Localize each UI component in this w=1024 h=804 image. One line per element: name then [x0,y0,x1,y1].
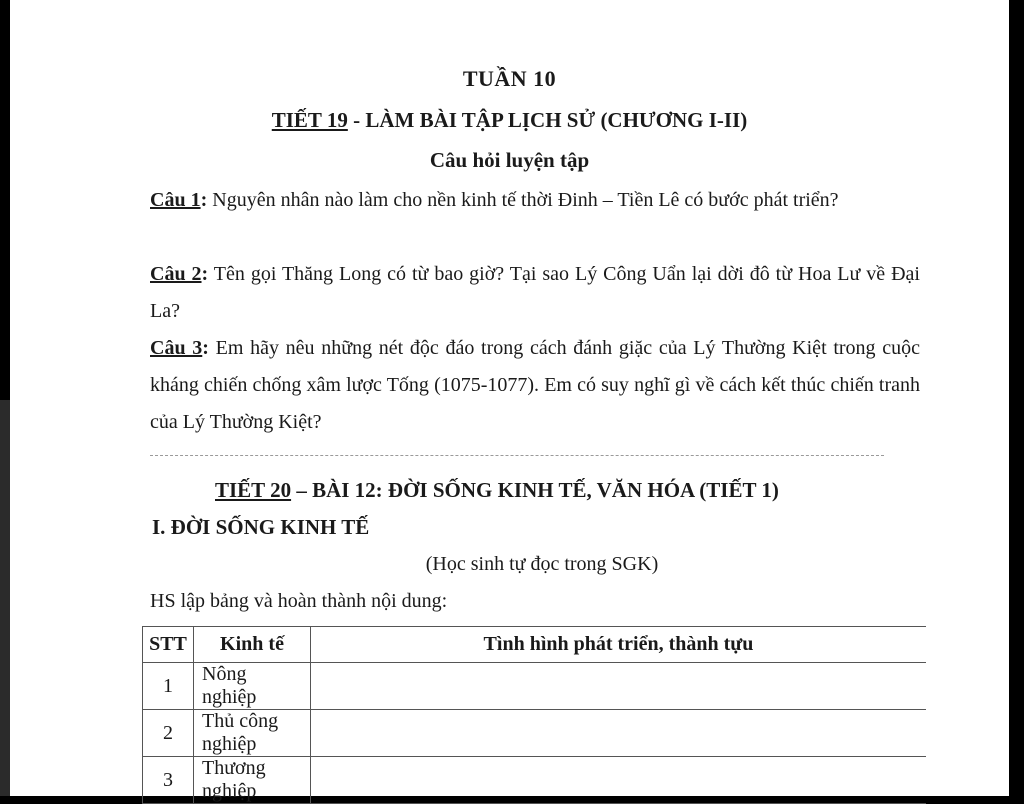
question-1 [150,182,920,219]
document-page [10,0,1009,802]
row-3-details [311,757,927,804]
row-1-details [311,663,927,710]
question-1-text: Nguyên nhân nào làm cho nền kinh tế thời Đinh – Tiền Lê có bước phát triển? [207,189,839,211]
question-2 [150,256,920,330]
question-3-colon: : [202,337,209,359]
row-2-sector: Thủ công nghiệp [194,710,311,757]
table-row [143,663,927,710]
question-1-colon: : [200,189,208,211]
table-instruction: HS lập bảng và hoàn thành nội dung: [150,590,448,612]
lesson-20-code: TIẾT 20 [215,478,292,502]
lesson-19-code: TIẾT 19 [271,108,348,132]
self-study-note: (Học sinh tự đọc trong SGK) [425,553,659,575]
lesson-19-rest: - LÀM BÀI TẬP LỊCH SỬ (CHƯƠNG I-II) [347,108,748,132]
row-1-sector: Nông nghiệp [194,663,311,710]
table-header-row [143,627,927,663]
question-3 [150,330,920,441]
practice-title: Câu hỏi luyện tập [429,148,590,172]
question-3-label: Câu 3 [150,337,203,359]
header-stt: STT [143,627,194,663]
row-3-sector: Thương nghiệp [194,757,311,804]
section-divider [150,455,884,456]
question-2-colon: : [201,263,209,285]
row-2-stt: 2 [143,710,194,757]
lesson-20-rest: – BÀI 12: ĐỜI SỐNG KINH TẾ, VĂN HÓA (TIẾT 1) [291,478,779,502]
question-2-text: Tên gọi Thăng Long có từ bao giờ? Tại sao Lý Công Uẩn lại dời đô từ Hoa Lư về Đại La? [150,263,920,322]
table-row [143,757,927,804]
lesson-19-title [10,108,1009,133]
week-title: TUẦN 10 [462,66,557,91]
lesson-20-title [215,478,779,503]
header-development: Tình hình phát triển, thành tựu [311,627,927,663]
row-3-stt: 3 [143,757,194,804]
row-1-stt: 1 [143,663,194,710]
economy-table [142,626,926,804]
question-2-label: Câu 2 [150,263,202,285]
question-1-label: Câu 1 [150,189,201,211]
question-3-text: Em hãy nêu những nét độc đáo trong cách đánh giặc của Lý Thường Kiệt trong cuộc kháng chiến chống xâm lược Tống (1075-1077). Em có suy nghĩ gì về cách kết thúc chiến tranh của Lý Thường Kiệt? [150,337,920,433]
section-1-title: I. ĐỜI SỐNG KINH TẾ [152,515,370,539]
row-2-details [311,710,927,757]
table-row [143,710,927,757]
header-economy: Kinh tế [194,627,311,663]
